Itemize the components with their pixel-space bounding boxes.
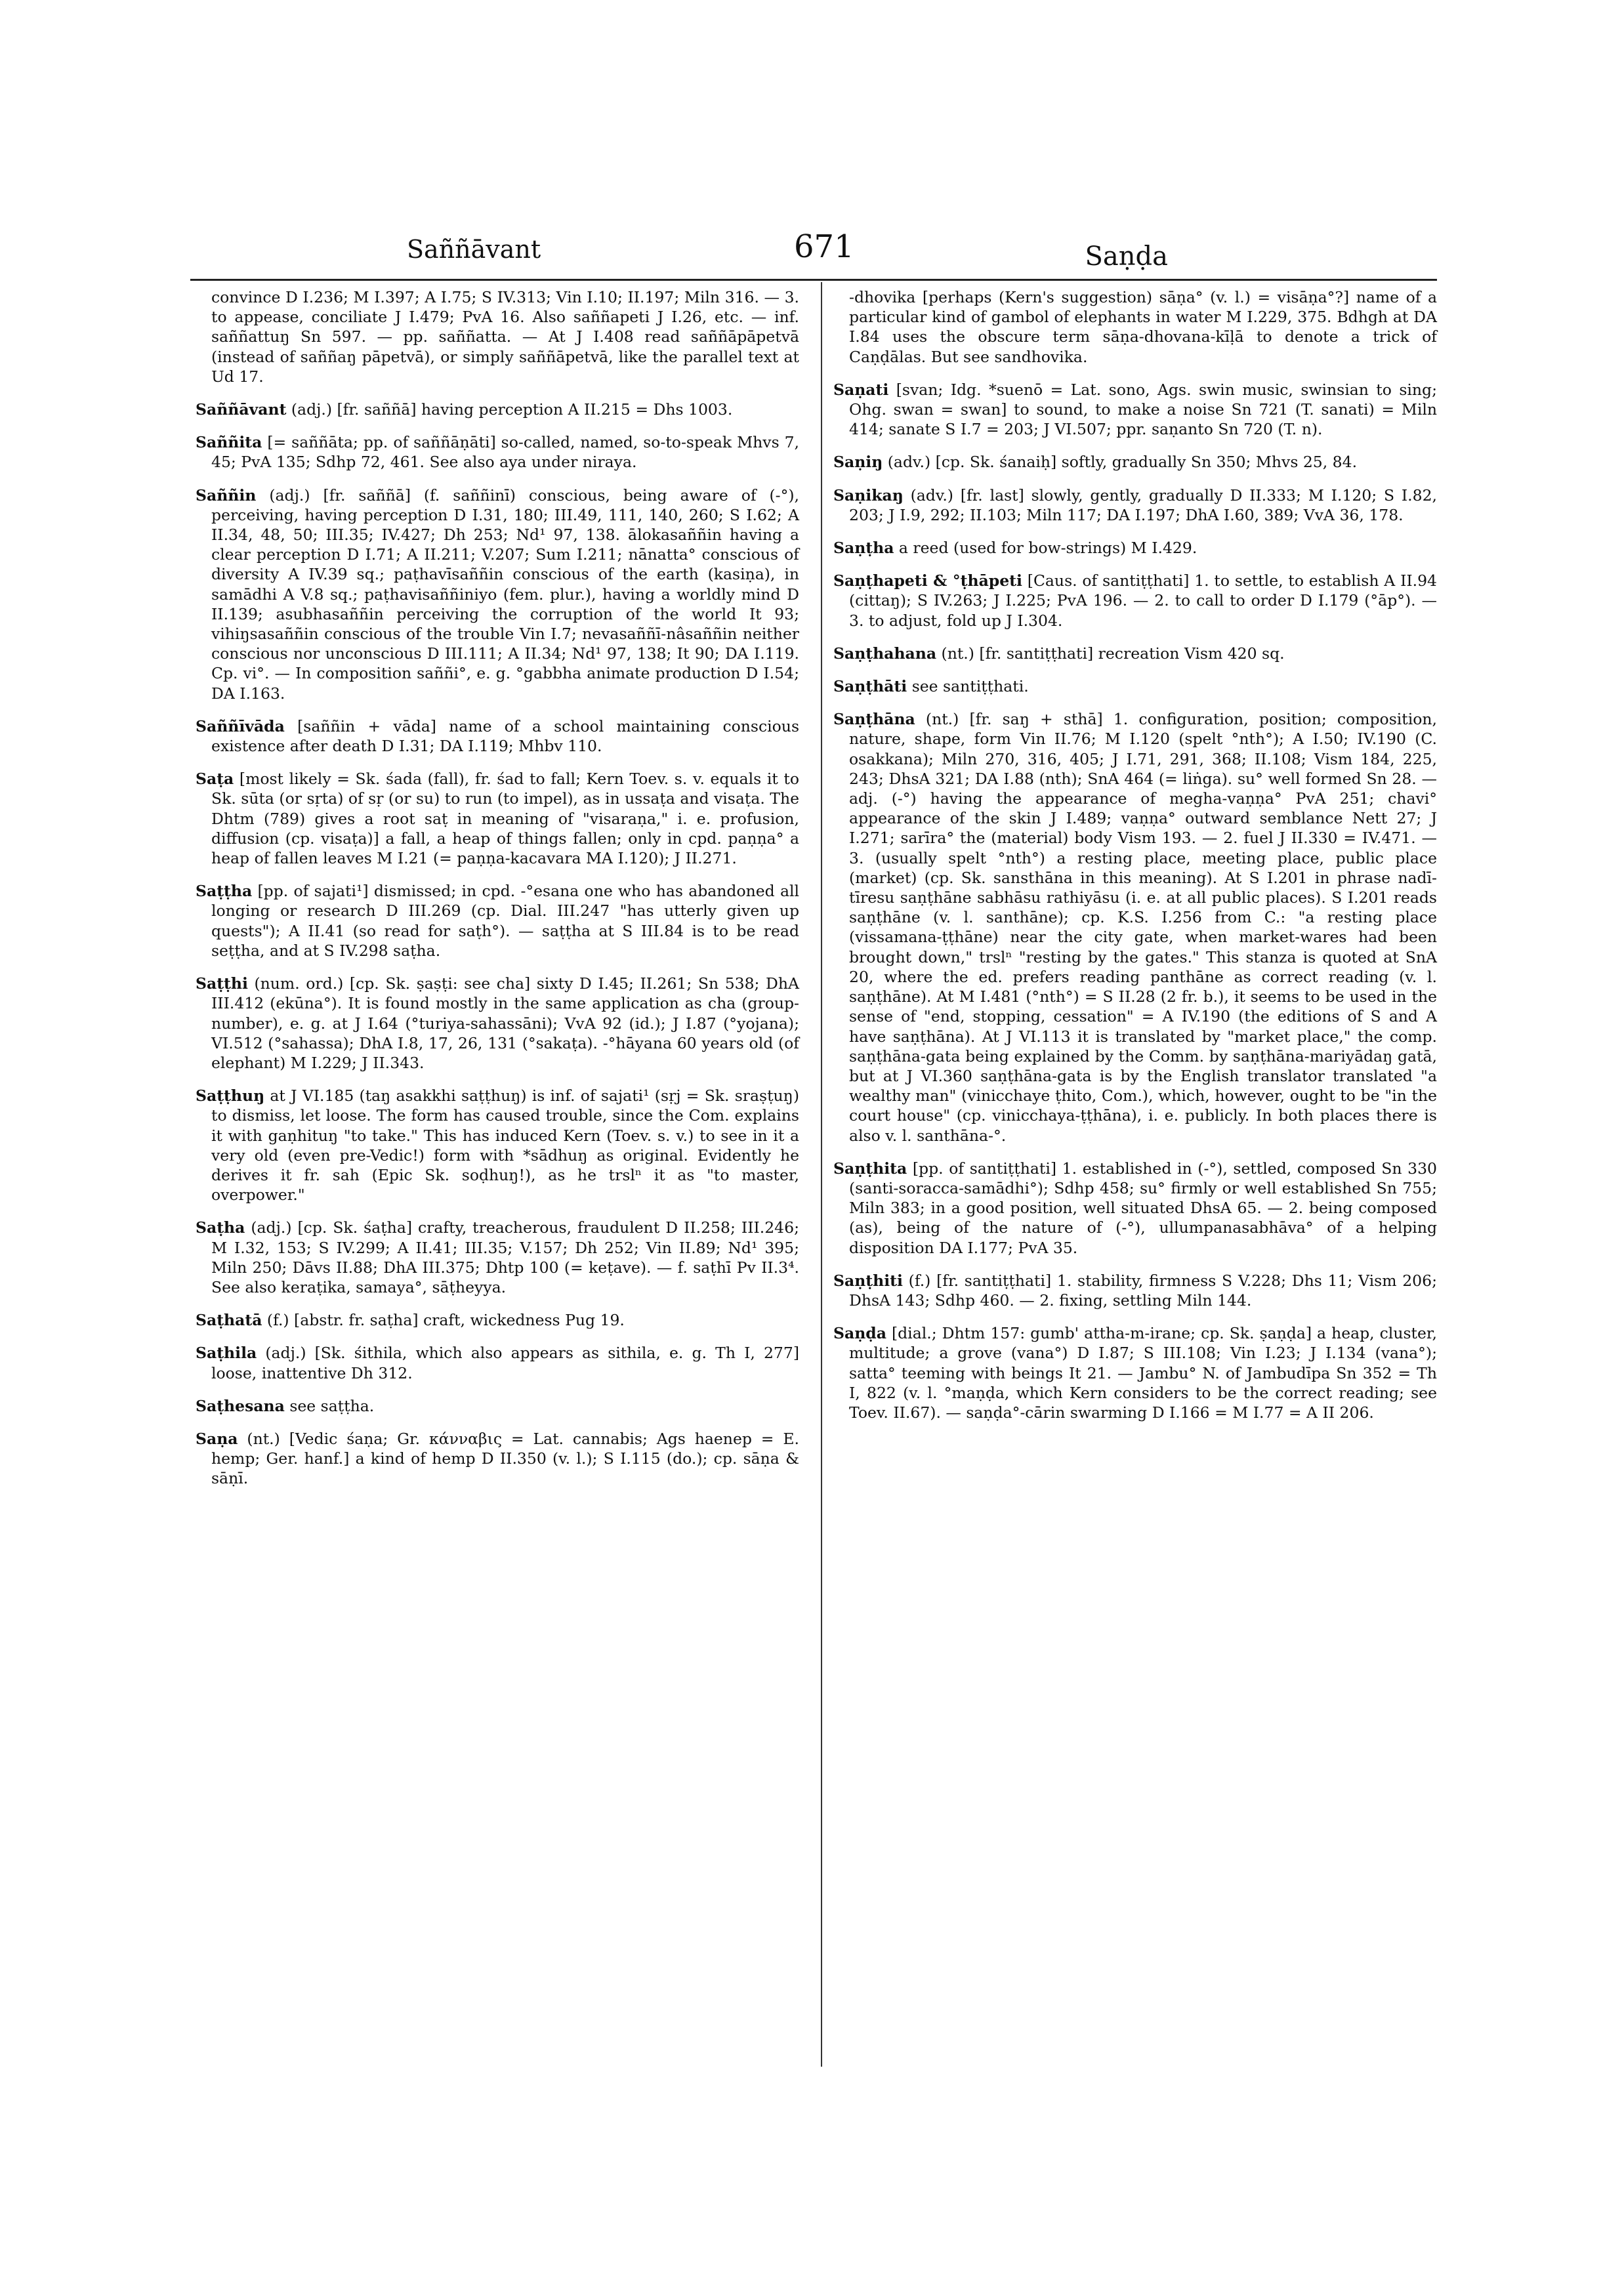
entry-text: (nt.) [fr. santiṭṭhati] recreation Vism 420 sq.: [936, 644, 1285, 663]
entry-text: (adj.) [fr. saññā] having perception A II.215 = Dhs 1003.: [286, 400, 733, 419]
dictionary-entry: [196, 1086, 799, 1205]
entry-headword: Saṇṭhapeti & °ṭhāpeti: [833, 571, 1022, 590]
dictionary-entry: [196, 1310, 799, 1330]
entry-headword: Saṭhila: [196, 1344, 257, 1363]
dictionary-entry: [196, 287, 799, 386]
entry-text: (nt.) [Vedic śaṇa; Gr. κάνναβις = Lat. cannabis; Ags haenep = E. hemp; Ger. hanf.] a kind of hemp D II.350 (v. l.); S I.115 (do.); cp. sāṇa & sāṇī.: [211, 1429, 799, 1488]
entry-headword: Saṭa: [196, 770, 234, 789]
entry-headword: Saṇṭhāti: [833, 677, 907, 696]
column-divider: [821, 282, 822, 2067]
entry-headword: Saṭhesana: [196, 1396, 285, 1415]
dictionary-entry: [196, 716, 799, 756]
left-column: [196, 287, 799, 1502]
entry-headword: Saṭha: [196, 1218, 245, 1237]
dictionary-entry: [196, 769, 799, 868]
entry-headword: Saṇḍa: [833, 1324, 886, 1343]
entry-headword: Saṇṭha: [833, 539, 894, 558]
entry-text: a reed (used for bow-strings) M I.429.: [894, 539, 1197, 558]
dictionary-entry: [196, 1343, 799, 1382]
entry-text: [= saññāta; pp. of saññāṇāti] so-called, named, so-to-speak Mhvs 7, 45; PvA 135; Sdhp 72, 461. See also aya under niraya.: [211, 433, 799, 472]
dictionary-entry: [196, 1429, 799, 1489]
entry-headword: Saññin: [196, 486, 257, 505]
dictionary-entry: [833, 486, 1437, 525]
entry-text: [pp. of sajati¹] dismissed; in cpd. -°esana one who has abandoned all longing or research D III.269 (cp. Dial. III.247 "has utterly given up quests"); A II.41 (so read for saṭh°). — saṭṭha at S III.84 is to be read seṭṭha, and at S IV.298 saṭha.: [211, 882, 799, 960]
entry-text: (nt.) [fr. saŋ + sthā] 1. configuration, position; composition, nature, shape, form Vin II.76; M I.120 (spelt °nth°); A I.50; IV.190 (C. osakkana); Miln 270, 316, 405; J I.71, 291, 368; II.108; Vism 184, 225, 243; DhsA 321; DA I.88 (nth); SnA 464 (= liṅga). su° well formed Sn 28. — adj. (-°) having the appearance of megha-vaṇṇa° PvA 251; chavi° appearance of the skin J I.489; vaṇṇa° outward semblance Nett 27; J I.271; sarīra° the (material) body Vism 193. — 2. fuel J II.330 = IV.471. — 3. (usually spelt °nth°) a resting place, meeting place, public place (market) (cp. Sk. sansthāna in this meaning). At S I.201 in phrase nadī-tīresu saṇṭhāne sabhāsu rathiyāsu (i. e. at all public places). S I.201 reads saṇṭhāne (v. l. santhāne); cp. K.S. I.256 from C.: "a resting place (vissamana-ṭṭhāne) near the city gate, when market-wares had been brought down," trslⁿ "resting by the gates." This stanza is quoted at SnA 20, where the ed. prefers reading panthāne as correct reading (v. l. saṇṭhāne). At M I.481 (°nth°) = S II.28 (2 fr. b.), it seems to be used in the sense of "end, stopping, cessation" = A IV.190 (the editions of S and A have saṇṭhāna). At J VI.113 it is translated by "market place," the comp. saṇṭhāna-gata being explained by the Comm. by saṇṭhāna-mariyādaŋ gatā, but at J VI.360 saṇṭhāna-gata is by the English translator translated "a wealthy man" (vinicchaye ṭhito, Com.), which, however, ought to be "in the court house" (cp. vinicchaya-ṭṭhāna), i. e. publicly. In both places there is also v. l. santhāna-°.: [849, 710, 1437, 1145]
entry-text: (f.) [abstr. fr. saṭha] craft, wickedness Pug 19.: [262, 1311, 625, 1330]
entry-text: at J VI.185 (taŋ asakkhi saṭṭhuŋ) is inf. of sajati¹ (sṛj = Sk. sraṣṭuŋ) to dismiss, let loose. The form has caused trouble, since the Com. explains it with gaṇhituŋ "to take." This has induced Kern (Toev. s. v.) to see in it a very old (even pre-Vedic!) form with *sādhuŋ as original. Evidently he derives it fr. sah (Epic Sk. soḍhuŋ!), as he trslⁿ it as "to master, overpower.": [211, 1086, 799, 1205]
dictionary-entry: [833, 287, 1437, 367]
entry-headword: Saṭhatā: [196, 1311, 262, 1330]
entry-headword: Saṇikaŋ: [833, 486, 904, 505]
entry-headword: Saṇṭhita: [833, 1159, 907, 1178]
entry-headword: Saṇati: [833, 380, 889, 399]
entry-text: [pp. of santiṭṭhati] 1. established in (-°), settled, composed Sn 330 (santi-soracca-samādhi°); Sdhp 458; su° firmly or well established Sn 755; Miln 383; in a good position, well situated DhsA 65. — 2. being composed (as), being of the nature of (-°), ullumpanasabhāva° of a helping disposition DA I.177; PvA 35.: [849, 1159, 1437, 1257]
page-number: 671: [794, 228, 854, 265]
right-guide-word: Saṇḍa: [1085, 241, 1168, 272]
dictionary-entry: [196, 486, 799, 703]
entry-text: -dhovika [perhaps (Kern's suggestion) sāṇa° (v. l.) = visāṇa°?] name of a particular kind of gambol of elephants in water M I.229, 375. Bdhgh at DA I.84 uses the obscure term sāṇa-dhovana-kīḷā to denote a trick of Caṇḍālas. But see sandhovika.: [849, 288, 1437, 366]
dictionary-entry: [833, 1159, 1437, 1258]
entry-headword: Saṭṭha: [196, 882, 253, 901]
dictionary-entry: [833, 452, 1437, 472]
entry-headword: Saṇṭhiti: [833, 1271, 903, 1290]
header-rule: [190, 279, 1437, 281]
entry-headword: Saṇṭhāna: [833, 710, 915, 729]
entry-headword: Saṭṭhi: [196, 974, 248, 993]
page-header: [407, 228, 1444, 281]
entry-text: (adv.) [fr. last] slowly, gently, gradually D II.333; M I.120; S I.82, 203; J I.9, 292; II.103; Miln 117; DA I.197; DhA I.60, 389; VvA 36, 178.: [849, 486, 1437, 524]
dictionary-entry: [833, 1271, 1437, 1310]
dictionary-entry: [196, 974, 799, 1073]
entry-text: see saṭṭha.: [284, 1396, 375, 1415]
entry-text: (num. ord.) [cp. Sk. ṣaṣṭi: see cha] sixty D I.45; II.261; Sn 538; DhA III.412 (ekūna°). It is found mostly in the same application as cha (group-number), e. g. at J I.64 (°turiya-sahassāni); VvA 92 (id.); J I.87 (°yojana); VI.512 (°sahassa); DhA I.8, 17, 26, 131 (°sakaṭa). -°hāyana 60 years old (of elephant) M I.229; J II.343.: [211, 974, 799, 1072]
entry-text: [dial.; Dhtm 157: gumb' attha-m-irane; cp. Sk. ṣaṇḍa] a heap, cluster, multitude; a grove (vana°) D I.87; S III.108; Vin I.23; J I.134 (vana°); satta° teeming with beings It 21. — Jambu° N. of Jambudīpa Sn 352 = Th I, 822 (v. l. °maṇḍa, which Kern considers to be the correct reading; see Toev. II.67). — saṇḍa°-cārin swarming D I.166 = M I.77 = A II 206.: [849, 1324, 1437, 1422]
entry-text: (f.) [fr. santiṭṭhati] 1. stability, firmness S V.228; Dhs 11; Vism 206; DhsA 143; Sdhp 460. — 2. fixing, settling Miln 144.: [849, 1271, 1437, 1310]
dictionary-entry: [196, 432, 799, 472]
dictionary-entry: [196, 1396, 799, 1416]
entry-text: (adj.) [cp. Sk. śaṭha] crafty, treacherous, fraudulent D II.258; III.246; M I.32, 153; S IV.299; A II.41; III.35; V.157; Dh 252; Vin II.89; Nd¹ 395; Miln 250; Dāvs II.88; DhA III.375; Dhtp 100 (= keṭave). — f. saṭhī Pv II.3⁴. See also keraṭika, samaya°, sāṭheyya.: [211, 1218, 799, 1296]
dictionary-entry: [833, 571, 1437, 631]
dictionary-entry: [833, 380, 1437, 440]
entry-text: (adj.) [Sk. śithila, which also appears as sithila, e. g. Th I, 277] loose, inattentive Dh 312.: [211, 1344, 799, 1382]
entry-headword: Saṇa: [196, 1429, 238, 1448]
entry-headword: Saññita: [196, 433, 262, 452]
entry-headword: Saṇiŋ: [833, 453, 883, 472]
entry-text: (adj.) [fr. saññā] (f. saññinī) conscious, being aware of (-°), perceiving, having perception D I.31, 180; III.49, 111, 140, 260; S I.62; A II.34, 48, 50; III.35; IV.427; Dh 253; Nd¹ 97, 138. ālokasaññin having a clear perception D I.71; A II.211; V.207; Sum I.211; nānatta° conscious of diversity A IV.39 sq.; paṭhavīsaññin conscious of the earth (kasiṇa), in samādhi A V.8 sq.; paṭhavisaññiniyo (fem. plur.), having a worldly mind D II.139; asubhasaññin perceiving the corruption of the world It 93; vihiŋsasaññin conscious of the trouble Vin I.7; nevasaññī-nâsaññin neither conscious nor unconscious D III.111; A II.34; Nd¹ 97, 138; It 90; DA I.119. Cp. vi°. — In composition saññi°, e. g. °gabbha animate production D I.54; DA I.163.: [211, 486, 799, 703]
entry-text: [svan; Idg. *suenō = Lat. sono, Ags. swin music, swinsian to sing; Ohg. swan = swan] to sound, to make a noise Sn 721 (T. sanati) = Miln 414; sanate S I.7 = 203; J VI.507; ppr. saṇanto Sn 720 (T. n).: [849, 380, 1437, 439]
entry-text: [most likely = Sk. śada (fall), fr. śad to fall; Kern Toev. s. v. equals it to Sk. sūta (or sṛta) of sṛ (or su) to run (to impel), as in ussaṭa and visaṭa. The Dhtm (789) gives a root saṭ in meaning of "visaraṇa," i. e. profusion, diffusion (cp. visaṭa)] a fall, a heap of things fallen; only in cpd. paṇṇa° a heap of fallen leaves M I.21 (= paṇṇa-kacavara MA I.120); J II.271.: [211, 770, 799, 868]
entry-headword: Saṭṭhuŋ: [196, 1086, 265, 1106]
dictionary-entry: [833, 538, 1437, 558]
dictionary-entry: [833, 676, 1437, 696]
right-column: [833, 287, 1437, 1436]
dictionary-entry: [833, 1323, 1437, 1422]
entry-text: (adv.) [cp. Sk. śanaiḥ] softly, gradually Sn 350; Mhvs 25, 84.: [883, 453, 1358, 472]
dictionary-entry: [196, 1218, 799, 1297]
entry-headword: Saññīvāda: [196, 716, 285, 735]
dictionary-entry: [196, 400, 799, 419]
dictionary-entry: [833, 644, 1437, 663]
entry-headword: Saññāvant: [196, 400, 287, 419]
entry-text: see santiṭṭhati.: [907, 677, 1029, 696]
dictionary-entry: [196, 881, 799, 961]
entry-text: convince D I.236; M I.397; A I.75; S IV.313; Vin I.10; II.197; Miln 316. — 3. to appease, conciliate J I.479; PvA 16. Also saññapeti J I.26, etc. — inf. saññattuŋ Sn 597. — pp. saññatta. — At J I.408 read saññāpāpetvā (instead of saññaŋ pāpetvā), or simply saññāpetvā, like the parallel text at Ud 17.: [211, 288, 799, 386]
entry-text: [saññin + vāda] name of a school maintaining conscious existence after death D I.31; DA I.119; Mhbv 110.: [211, 716, 799, 756]
entry-text: [Caus. of santiṭṭhati] 1. to settle, to establish A II.94 (cittaŋ); S IV.263; J I.225; PvA 196. — 2. to call to order D I.179 (°āp°). — 3. to adjust, fold up J I.304.: [849, 571, 1438, 630]
dictionary-entry: [833, 709, 1437, 1145]
entry-headword: Saṇṭhahana: [833, 644, 937, 663]
left-guide-word: Saññāvant: [407, 235, 541, 264]
